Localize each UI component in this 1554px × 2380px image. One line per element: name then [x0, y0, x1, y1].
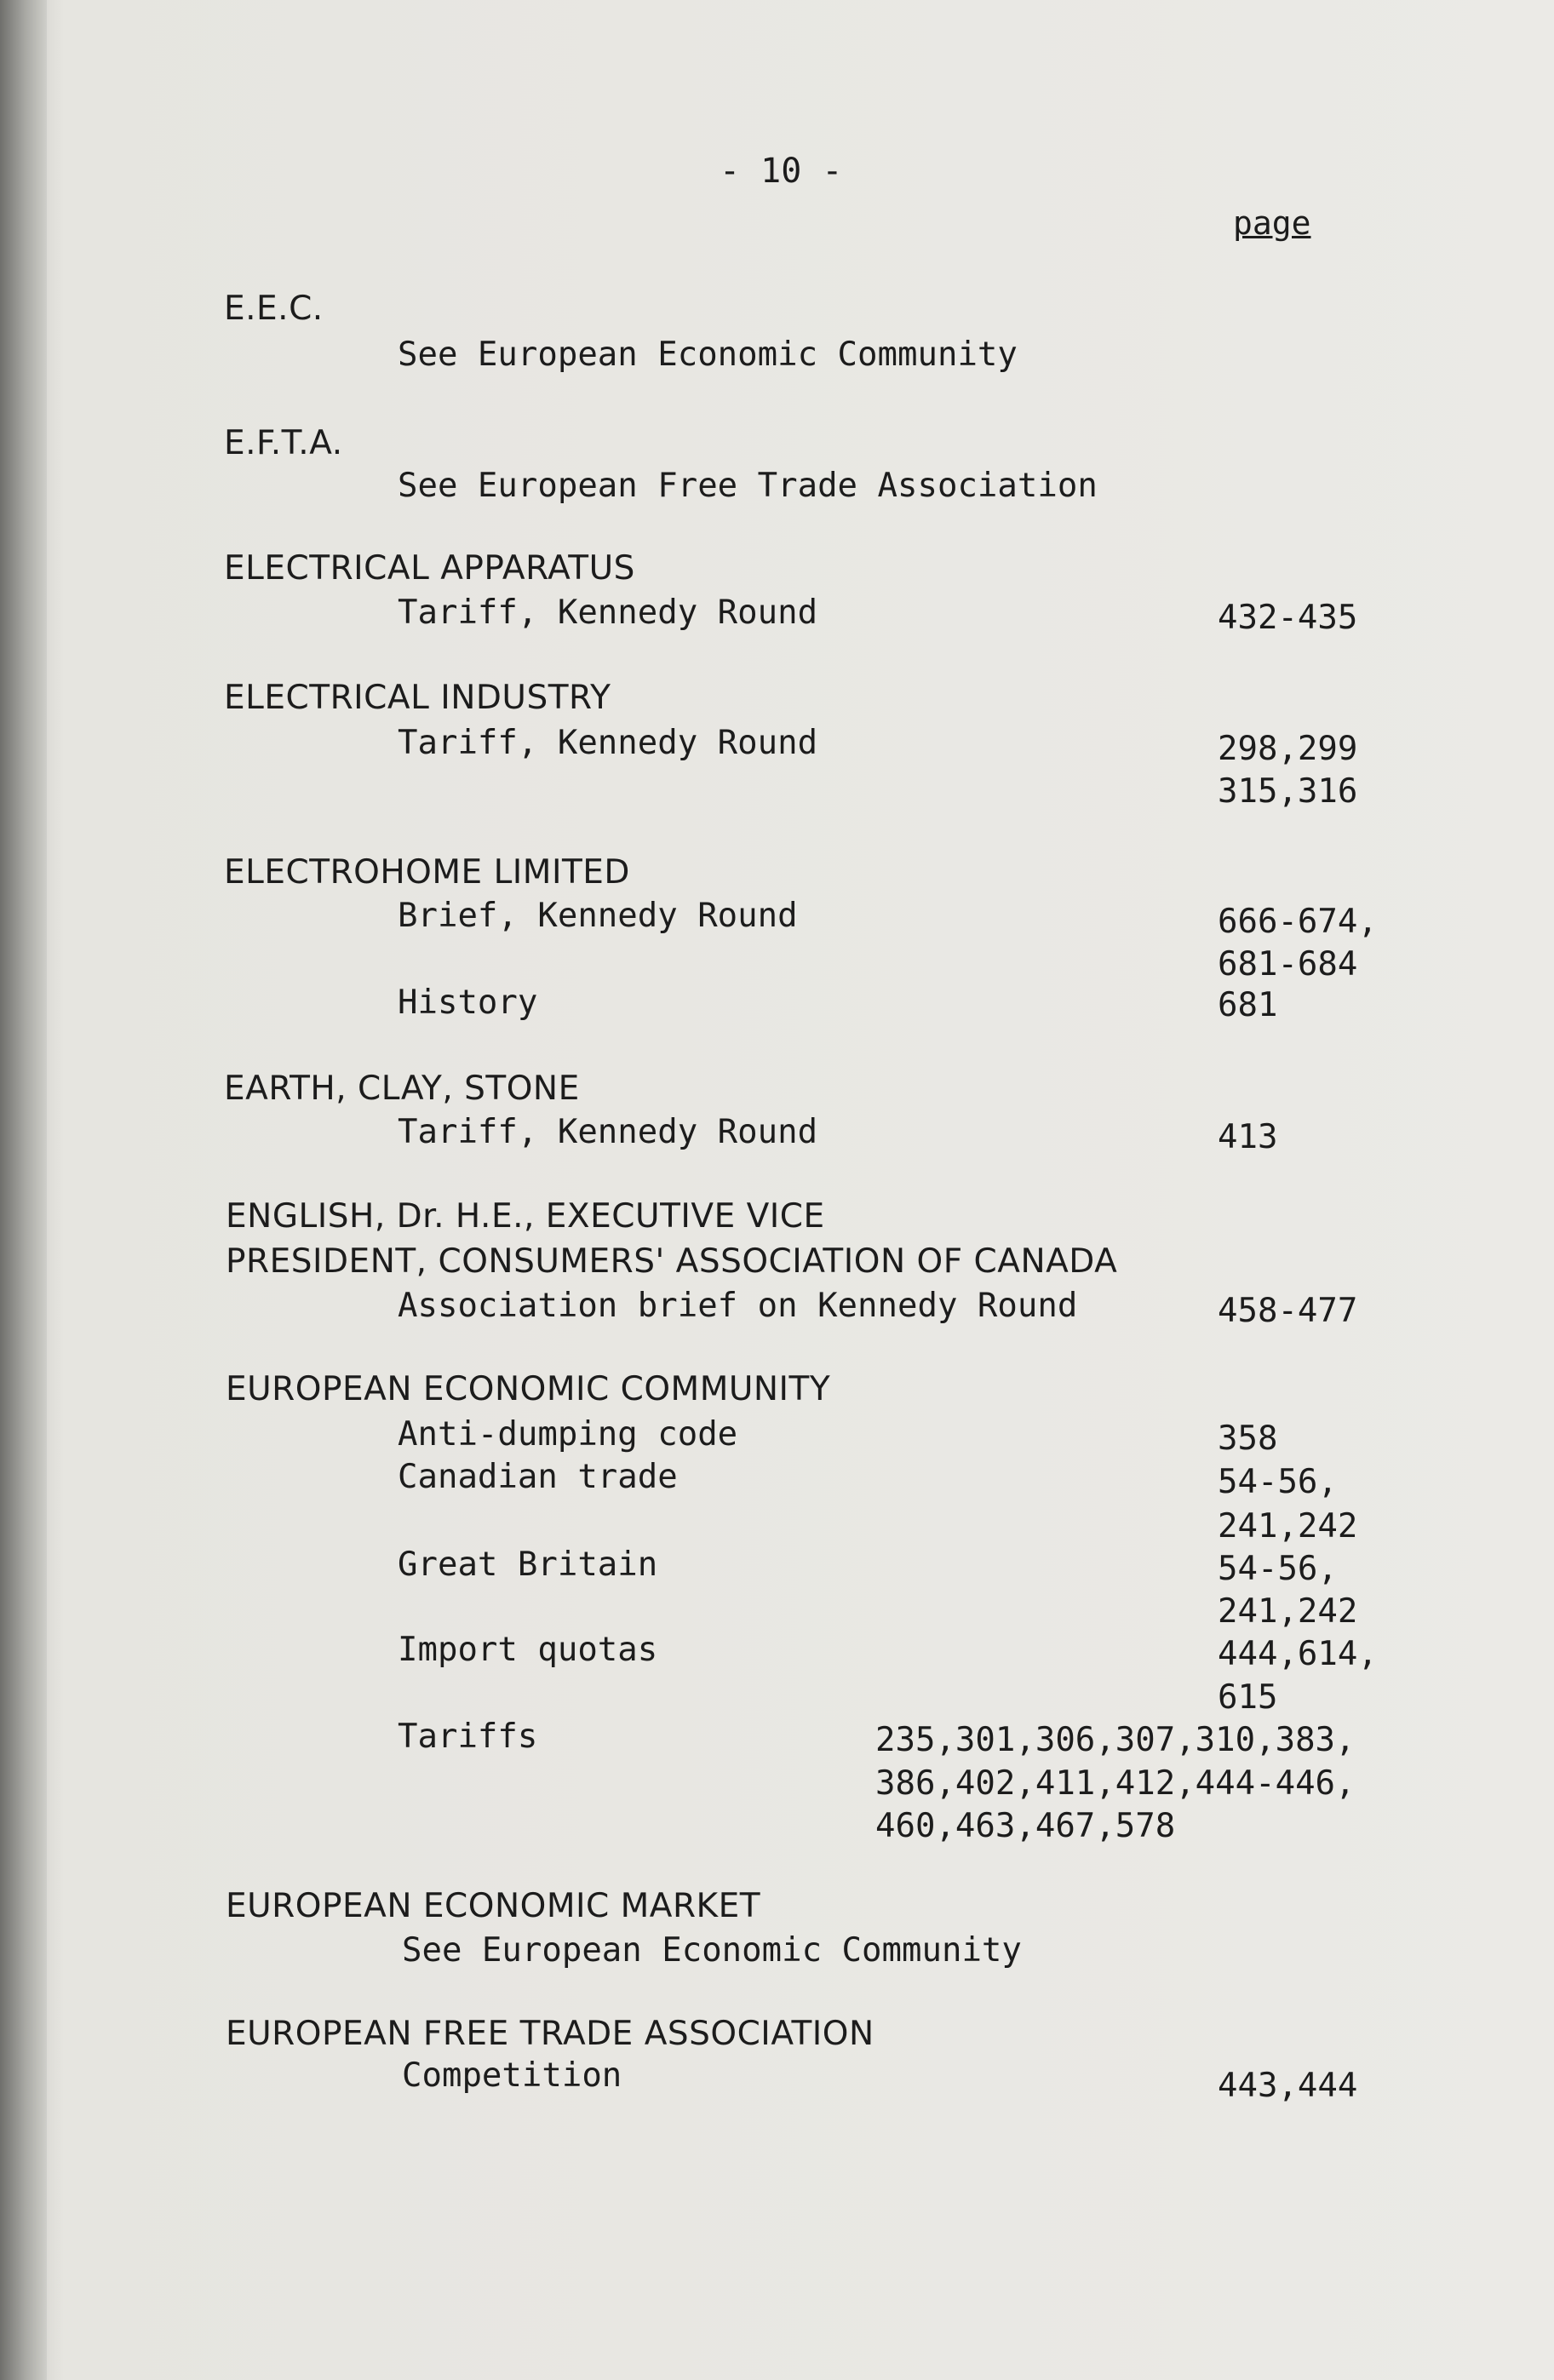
page-reference: 460,463,467,578	[875, 1807, 1176, 1845]
page-reference: 386,402,411,412,444-446,	[875, 1764, 1356, 1803]
page-reference: 615	[1218, 1678, 1278, 1717]
index-subentry: Import quotas	[398, 1631, 658, 1669]
index-subentry: History	[398, 984, 538, 1022]
index-subentry: Brief, Kennedy Round	[398, 897, 798, 935]
index-subentry: See European Economic Community	[402, 1931, 1022, 1970]
index-subentry: Competition	[402, 2056, 622, 2095]
page-reference: 54-56,	[1218, 1463, 1338, 1501]
index-subentry: Tariff, Kennedy Round	[398, 594, 818, 632]
index-heading-electrohome: ELECTROHOME LIMITED	[224, 853, 630, 892]
index-subentry: See European Economic Community	[398, 335, 1018, 374]
page-reference: 444,614,	[1218, 1635, 1378, 1673]
page-reference: 681-684	[1218, 945, 1358, 984]
index-subentry: Tariff, Kennedy Round	[398, 1113, 818, 1151]
index-heading-english-cont: PRESIDENT, CONSUMERS' ASSOCIATION OF CANADA	[226, 1242, 1118, 1281]
page-reference: 681	[1218, 986, 1278, 1024]
index-subentry: See European Free Trade Association	[398, 467, 1098, 505]
index-subentry: Canadian trade	[398, 1458, 678, 1496]
page-reference: 432-435	[1218, 599, 1358, 637]
page-reference: 241,242	[1218, 1592, 1358, 1631]
index-subentry: Tariffs	[398, 1718, 538, 1756]
page-reference: 666-674,	[1218, 903, 1378, 941]
index-heading-earth-clay-stone: EARTH, CLAY, STONE	[224, 1070, 580, 1108]
page-reference: 315,316	[1218, 772, 1358, 811]
page-reference: 298,299	[1218, 730, 1358, 768]
page-reference: 458-477	[1218, 1292, 1358, 1330]
page-reference: 443,444	[1218, 2067, 1358, 2105]
page-reference: 413	[1218, 1118, 1278, 1156]
index-heading-efta-full: EUROPEAN FREE TRADE ASSOCIATION	[226, 2015, 874, 2053]
index-heading-eec: E.E.C.	[224, 290, 324, 328]
index-subentry: Great Britain	[398, 1546, 658, 1584]
index-subentry: Association brief on Kennedy Round	[398, 1287, 1078, 1325]
page-reference: 358	[1218, 1419, 1278, 1458]
page-reference: 235,301,306,307,310,383,	[875, 1721, 1356, 1759]
page-number: - 10 -	[720, 152, 843, 191]
page-reference: 54-56,	[1218, 1550, 1338, 1588]
index-subentry: Tariff, Kennedy Round	[398, 724, 818, 762]
index-heading-efta: E.F.T.A.	[224, 424, 343, 462]
index-heading-eec-full: EUROPEAN ECONOMIC COMMUNITY	[226, 1370, 831, 1408]
page-reference: 241,242	[1218, 1507, 1358, 1546]
index-heading-electrical-industry: ELECTRICAL INDUSTRY	[224, 679, 611, 717]
index-heading-english: ENGLISH, Dr. H.E., EXECUTIVE VICE	[226, 1197, 825, 1236]
book-binding-shadow	[0, 0, 47, 2380]
index-subentry: Anti-dumping code	[398, 1415, 738, 1454]
index-heading-electrical-apparatus: ELECTRICAL APPARATUS	[224, 549, 635, 588]
index-heading-eem: EUROPEAN ECONOMIC MARKET	[226, 1887, 761, 1925]
page-column-header: page	[1233, 204, 1311, 242]
